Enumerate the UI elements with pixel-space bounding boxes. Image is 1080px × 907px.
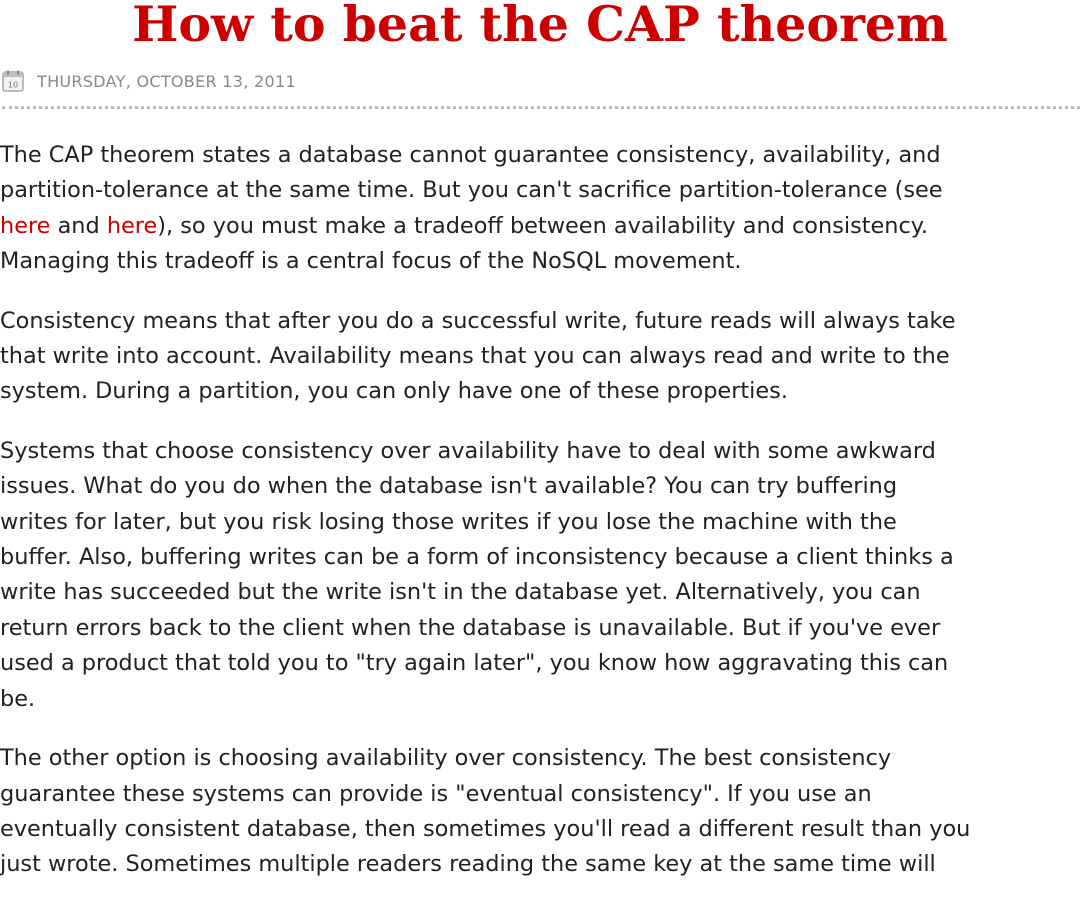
paragraph-line: be. bbox=[0, 685, 36, 712]
svg-text:10: 10 bbox=[7, 80, 19, 90]
paragraph-line: buffer. Also, buffering writes can be a form of inconsistency because a client thinks a bbox=[0, 544, 954, 571]
paragraph-line: partition-tolerance at the same time. But you can't sacrifice partition-tolerance (see bbox=[0, 177, 943, 204]
post-body bbox=[0, 138, 1080, 907]
paragraph-line: The CAP theorem states a database cannot guarantee consistency, availability, and bbox=[0, 142, 941, 168]
here-link-1[interactable]: here bbox=[0, 212, 51, 239]
paragraph-line: used a product that told you to "try again later", you know how aggravating this can bbox=[0, 650, 949, 677]
dotted-divider bbox=[2, 106, 1080, 109]
post-title: How to beat the CAP theorem bbox=[132, 0, 948, 53]
here-link-2[interactable]: here bbox=[106, 212, 158, 239]
paragraph-3 bbox=[0, 434, 1080, 717]
paragraph-line: The other option is choosing availability over consistency. The best consistency bbox=[0, 745, 892, 772]
post-date-header bbox=[2, 68, 296, 94]
paragraph-line-with-links bbox=[0, 209, 1080, 244]
paragraph-line-rest: ), so you must make a tradeoff between availability and consistency. bbox=[157, 212, 928, 239]
paragraph-4 bbox=[0, 741, 1080, 883]
paragraph-line: eventually consistent database, then sometimes you'll read a different result than you bbox=[0, 815, 971, 842]
paragraph-line: just wrote. Sometimes multiple readers reading the same key at the same time will bbox=[0, 851, 936, 878]
paragraph-line: Systems that choose consistency over availability have to deal with some awkward bbox=[0, 437, 936, 464]
paragraph-2 bbox=[0, 304, 1080, 410]
paragraph-line: issues. What do you do when the database isn't available? You can try buffering bbox=[0, 473, 898, 500]
paragraph-line: writes for later, but you risk losing those writes if you lose the machine with the bbox=[0, 508, 897, 535]
paragraph-line: system. During a partition, you can only have one of these properties. bbox=[0, 378, 788, 405]
calendar-icon bbox=[2, 70, 24, 92]
paragraph-line: Managing this tradeoff is a central focus of the NoSQL movement. bbox=[0, 248, 742, 275]
and-text: and bbox=[50, 212, 107, 239]
paragraph-1 bbox=[0, 138, 1080, 280]
paragraph-line: return errors back to the client when the database is unavailable. But if you've ever bbox=[0, 614, 941, 641]
paragraph-line: guarantee these systems can provide is "eventual consistency". If you use an bbox=[0, 780, 872, 807]
paragraph-line: Consistency means that after you do a successful write, future reads will always take bbox=[0, 307, 956, 334]
paragraph-line: write has succeeded but the write isn't in the database yet. Alternatively, you can bbox=[0, 579, 921, 606]
post-date: THURSDAY, OCTOBER 13, 2011 bbox=[37, 71, 296, 91]
paragraph-line: that write into account. Availability means that you can always read and write to the bbox=[0, 343, 950, 370]
